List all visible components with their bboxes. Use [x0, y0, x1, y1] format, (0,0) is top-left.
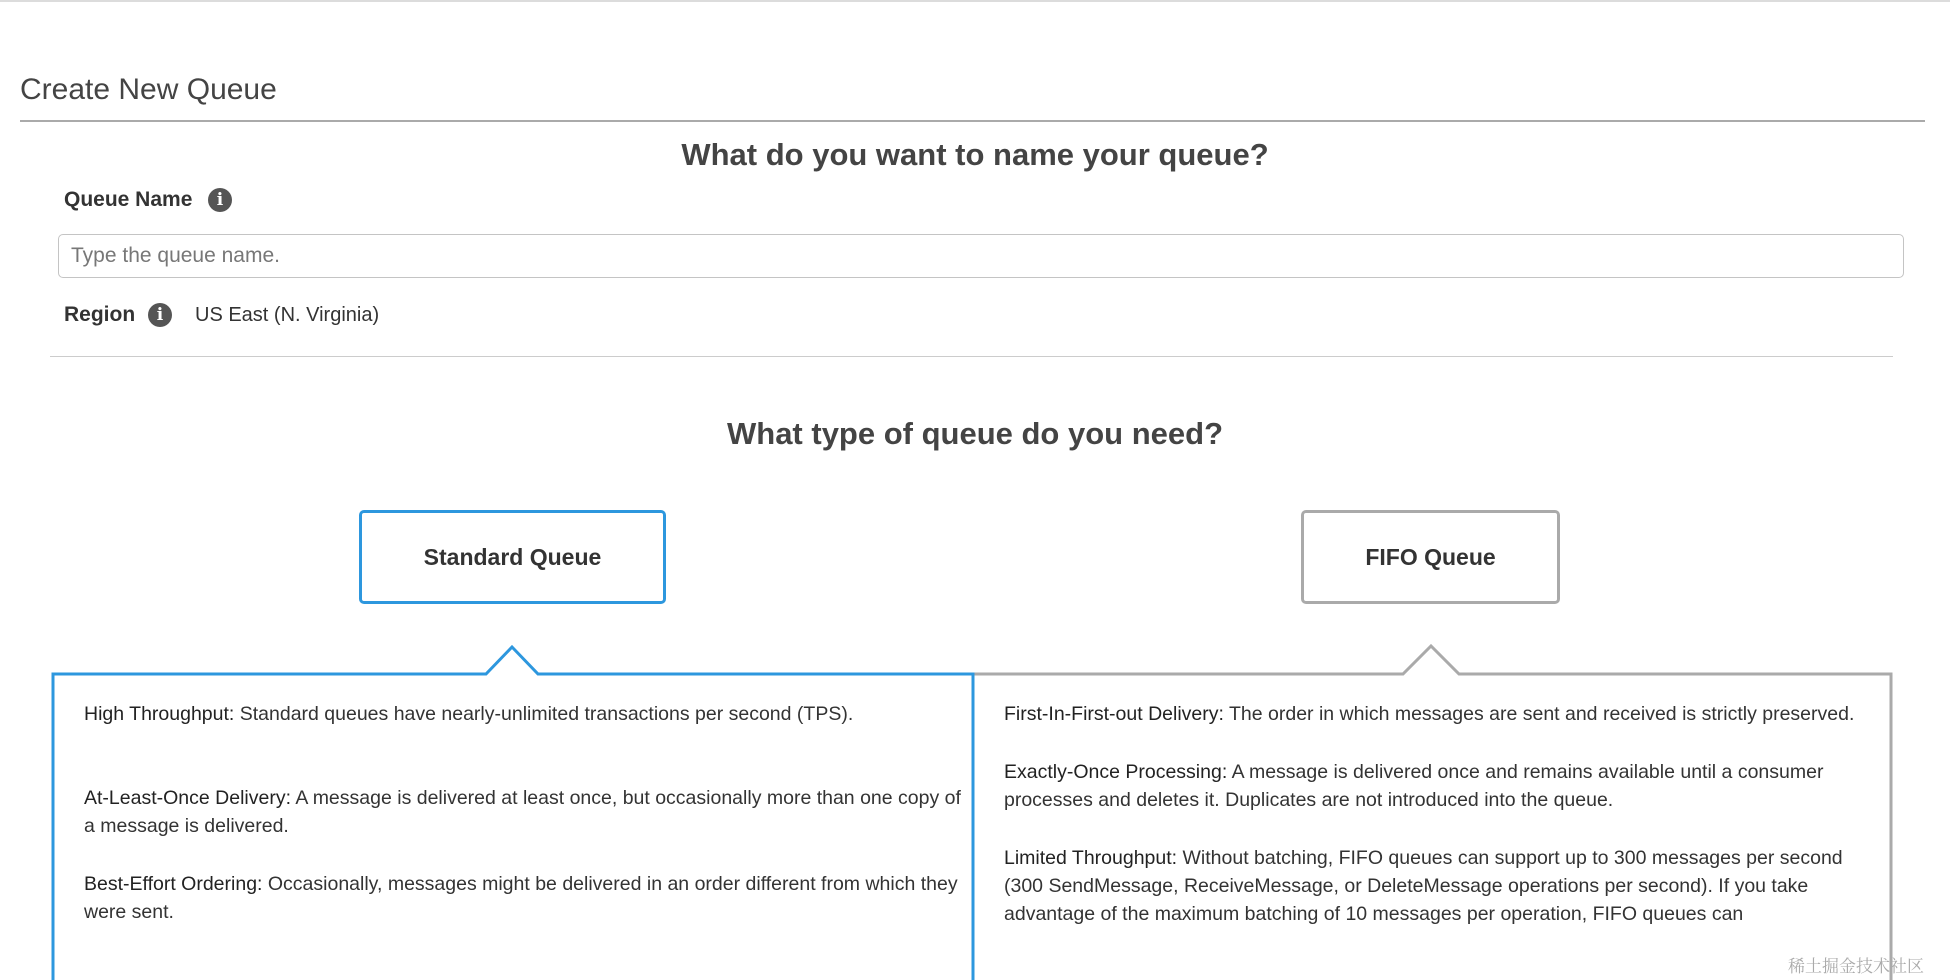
title-divider [20, 120, 1925, 122]
fifo-queue-button[interactable]: FIFO Queue [1301, 510, 1560, 604]
name-section-heading: What do you want to name your queue? [681, 137, 1269, 172]
feature-text: Without batching, FIFO queues can support up to 300 messages per second (300 SendMessage, ReceiveMessage, or DeleteMessage operations per second). If you take advantage of the maximum batching of 10 messages per operation, FIFO queues can [1004, 847, 1843, 925]
feature-item [84, 870, 964, 926]
feature-text: A message is delivered at least once, but occasionally more than one copy of a message is delivered. [84, 787, 961, 837]
feature-text: Occasionally, messages might be delivered in an order different from which they were sent. [84, 873, 958, 923]
feature-text: The order in which messages are sent and received is strictly preserved. [1223, 703, 1855, 725]
top-border [0, 0, 1950, 2]
feature-item [1004, 700, 1884, 728]
feature-title: Exactly-Once Processing: [1004, 761, 1228, 783]
section-divider [50, 356, 1893, 357]
feature-title: High Throughput: [84, 703, 235, 725]
fifo-queue-panel [1004, 700, 1884, 958]
feature-text: A message is delivered once and remains available until a consumer processes and deletes it. Duplicates are not introduced into the queue. [1004, 761, 1824, 811]
watermark: 稀土掘金技术社区 [1788, 957, 1924, 977]
feature-text: Standard queues have nearly-unlimited transactions per second (TPS). [234, 703, 854, 725]
queue-name-input[interactable] [58, 234, 1904, 278]
feature-item [84, 700, 964, 728]
feature-item [1004, 758, 1884, 814]
region-label: Region [64, 303, 136, 326]
standard-queue-panel [84, 700, 964, 956]
info-icon[interactable]: i [148, 303, 172, 327]
feature-title: Best-Effort Ordering: [84, 873, 263, 895]
type-section-heading: What type of queue do you need? [727, 416, 1223, 451]
feature-item [84, 784, 964, 840]
standard-queue-button[interactable]: Standard Queue [359, 510, 666, 604]
feature-title: At-Least-Once Delivery: [84, 787, 291, 809]
queue-name-label: Queue Name [64, 188, 193, 211]
feature-item [1004, 844, 1884, 928]
page-title: Create New Queue [20, 73, 277, 106]
region-value: US East (N. Virginia) [195, 304, 380, 326]
feature-title: First-In-First-out Delivery: [1004, 703, 1224, 725]
info-icon[interactable]: i [208, 188, 232, 212]
feature-title: Limited Throughput: [1004, 847, 1178, 869]
